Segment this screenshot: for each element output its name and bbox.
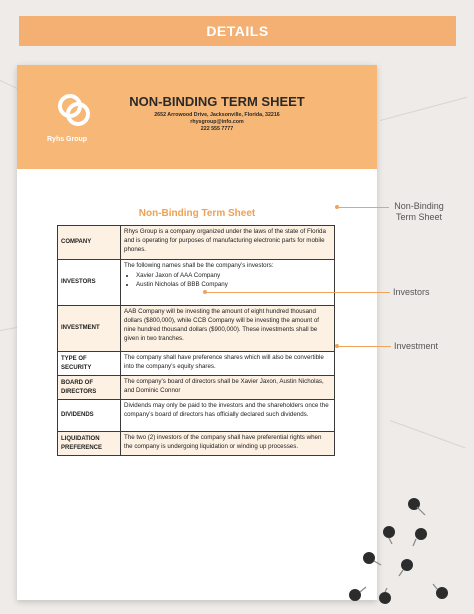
callout-term-sheet: Non-Binding Term Sheet: [394, 201, 444, 222]
push-pin-icon: [405, 495, 427, 517]
push-pin-icon: [378, 523, 400, 545]
row-text: The company shall have preference shares which will also be convertible into the company’s equity shares.: [121, 352, 335, 376]
callout-line: [339, 346, 391, 347]
push-pin-icon: [397, 556, 419, 578]
document-heading: NON-BINDING TERM SHEET: [129, 94, 305, 109]
investor-list: [124, 272, 331, 290]
row-text: Dividends may only be paid to the investors and the shareholders once the company’s board of directors has officially declared such dividends.: [121, 400, 335, 432]
row-text: The following names shall be the company’s investors:: [124, 262, 274, 269]
row-label: INVESTORS: [58, 260, 121, 306]
terms-table: [57, 225, 335, 456]
company-address: 2652 Arrowood Drive, Jacksonville, Florida, 32216: [154, 112, 280, 118]
callout-investment: Investment: [394, 341, 439, 351]
list-item: • Austin Nicholas of BBB Company: [136, 281, 331, 290]
row-text: AAB Company will be investing the amount of eight hundred thousand dollars ($800,000), while CCB Company will be investing the amount of nine hundred thousand dollars ($900,000). These investments shall be given in two tranches.: [121, 306, 335, 352]
row-text: Rhys Group is a company organized under the laws of the state of Florida and is operating for purposes of manufacturing electronic parts for mobile phones.: [121, 226, 335, 260]
document-header: [17, 65, 377, 169]
table-row: [58, 306, 335, 352]
callout-investors: Investors: [393, 287, 430, 297]
table-row: [58, 352, 335, 376]
table-row: [58, 260, 335, 306]
row-label: TYPE OF SECURITY: [58, 352, 121, 376]
push-pin-icon: [360, 548, 382, 570]
table-row: [58, 400, 335, 432]
list-item: • Xavier Jaxon of AAA Company: [136, 272, 331, 281]
callout-line: [339, 207, 389, 208]
table-row: [58, 376, 335, 400]
row-text: The two (2) investors of the company shall have preferential rights when the company is undergoing liquidation or winding up processes.: [121, 432, 335, 456]
row-label: COMPANY: [58, 226, 121, 260]
details-banner: DETAILS: [19, 16, 456, 46]
row-text: The company’s board of directors shall be Xavier Jaxon, Austin Nicholas, and Dominic Connor: [121, 376, 335, 400]
company-email: rhysgroup@info.com: [190, 119, 244, 125]
company-phone: 222 555 7777: [200, 126, 234, 132]
row-label: LIQUIDATION PREFERENCE: [58, 432, 121, 456]
document-title: Non-Binding Term Sheet: [138, 208, 256, 219]
row-label: INVESTMENT: [58, 306, 121, 352]
table-row: [58, 226, 335, 260]
push-pin-icon: [345, 585, 367, 607]
company-name: Ryhs Group: [47, 136, 88, 143]
row-label: DIVIDENDS: [58, 400, 121, 432]
row-label: BOARD OF DIRECTORS: [58, 376, 121, 400]
push-pin-icon: [432, 583, 454, 605]
term-sheet-document: [17, 65, 377, 600]
table-row: [58, 432, 335, 456]
row-content: [121, 260, 335, 306]
push-pin-icon: [375, 588, 397, 610]
company-logo-icon: [55, 92, 93, 130]
callout-line: [207, 292, 390, 293]
push-pin-icon: [412, 525, 434, 547]
